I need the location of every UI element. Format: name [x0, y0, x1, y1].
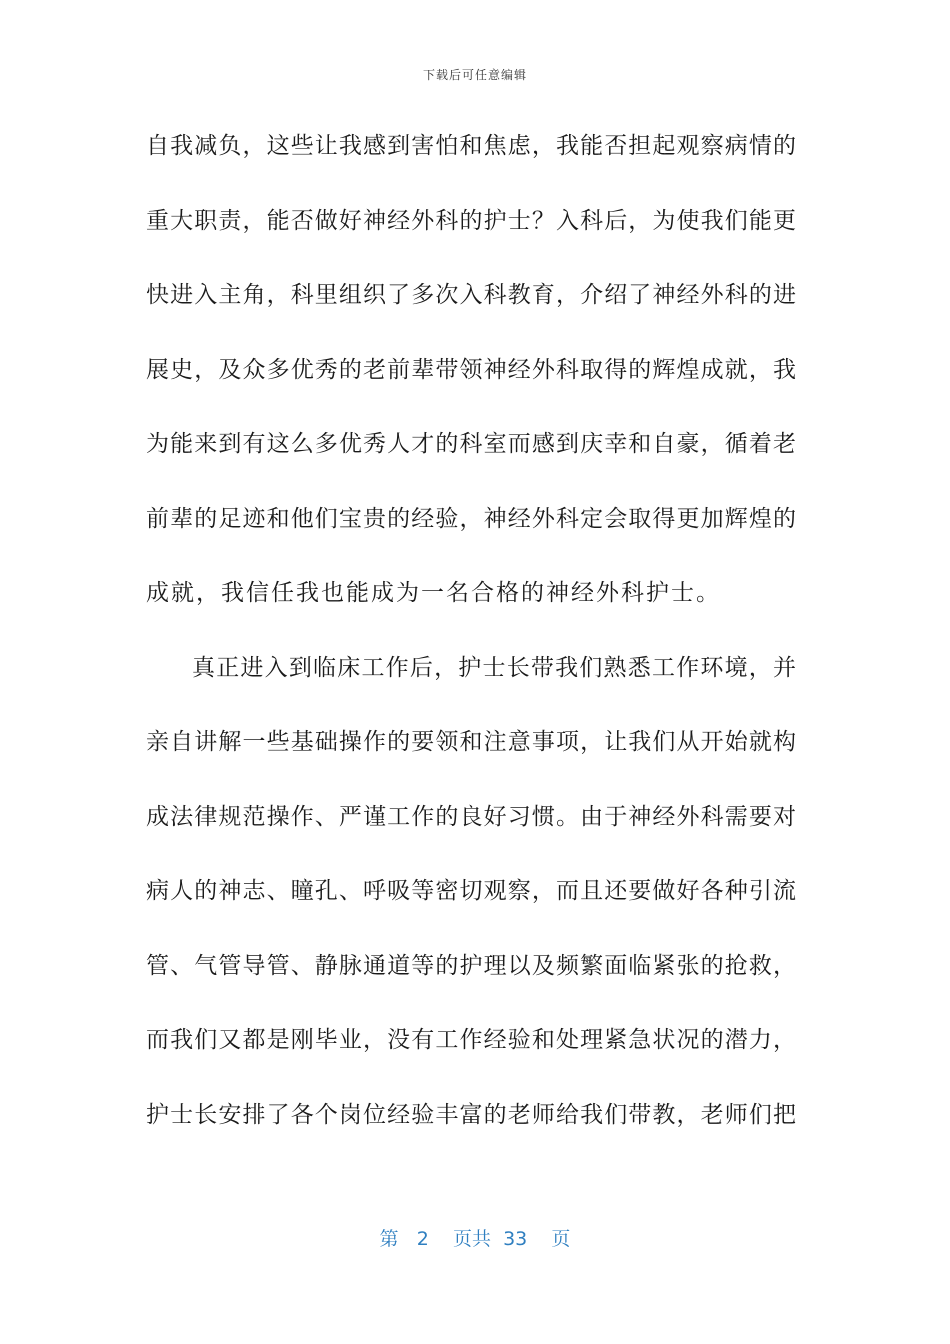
text-line: 护士长安排了各个岗位经验丰富的老师给我们带教，老师们把: [146, 1101, 796, 1128]
text-line: 亲自讲解一些基础操作的要领和注意事项，让我们从开始就构: [146, 729, 796, 755]
text-line: 而我们又都是刚毕业，没有工作经验和处理紧急状况的潜力，: [146, 1027, 796, 1053]
footer-middle: 页共: [452, 1228, 491, 1250]
text-line: 展史，及众多优秀的老前辈带领神经外科取得的辉煌成就，我: [146, 356, 796, 383]
text-line: 管、气管导管、静脉通道等的护理以及频繁面临紧张的抢救，: [146, 952, 796, 979]
current-page-number: 2: [416, 1228, 429, 1250]
document-body: [146, 120, 796, 1163]
text-line: 为能来到有这么多优秀人才的科室而感到庆幸和自豪，循着老: [146, 431, 796, 457]
text-line: 成法律规范操作、严谨工作的良好习惯。由于神经外科需要对: [146, 803, 796, 830]
text-line: 前辈的足迹和他们宝贵的经验，神经外科定会取得更加辉煌的: [146, 505, 796, 532]
text-line: 病人的神志、瞳孔、呼吸等密切观察，而且还要做好各种引流: [146, 878, 796, 904]
footer-suffix: 页: [551, 1228, 571, 1250]
footer-prefix: 第: [379, 1228, 399, 1250]
paragraph-first-line: 真正进入到临床工作后，护士长带我们熟悉工作环境，并: [192, 654, 796, 681]
text-line: 成就，我信任我也能成为一名合格的神经外科护士。: [146, 580, 721, 606]
page-header: 下载后可任意编辑: [422, 68, 527, 82]
page-footer: [0, 1224, 950, 1251]
text-line: 自我减负，这些让我感到害怕和焦虑，我能否担起观察病情的: [146, 133, 796, 159]
text-line: 重大职责，能否做好神经外科的护士？入科后，为使我们能更: [146, 207, 796, 234]
total-pages-number: 33: [503, 1228, 528, 1250]
text-line: 快进入主角，科里组织了多次入科教育，介绍了神经外科的进: [146, 282, 796, 308]
